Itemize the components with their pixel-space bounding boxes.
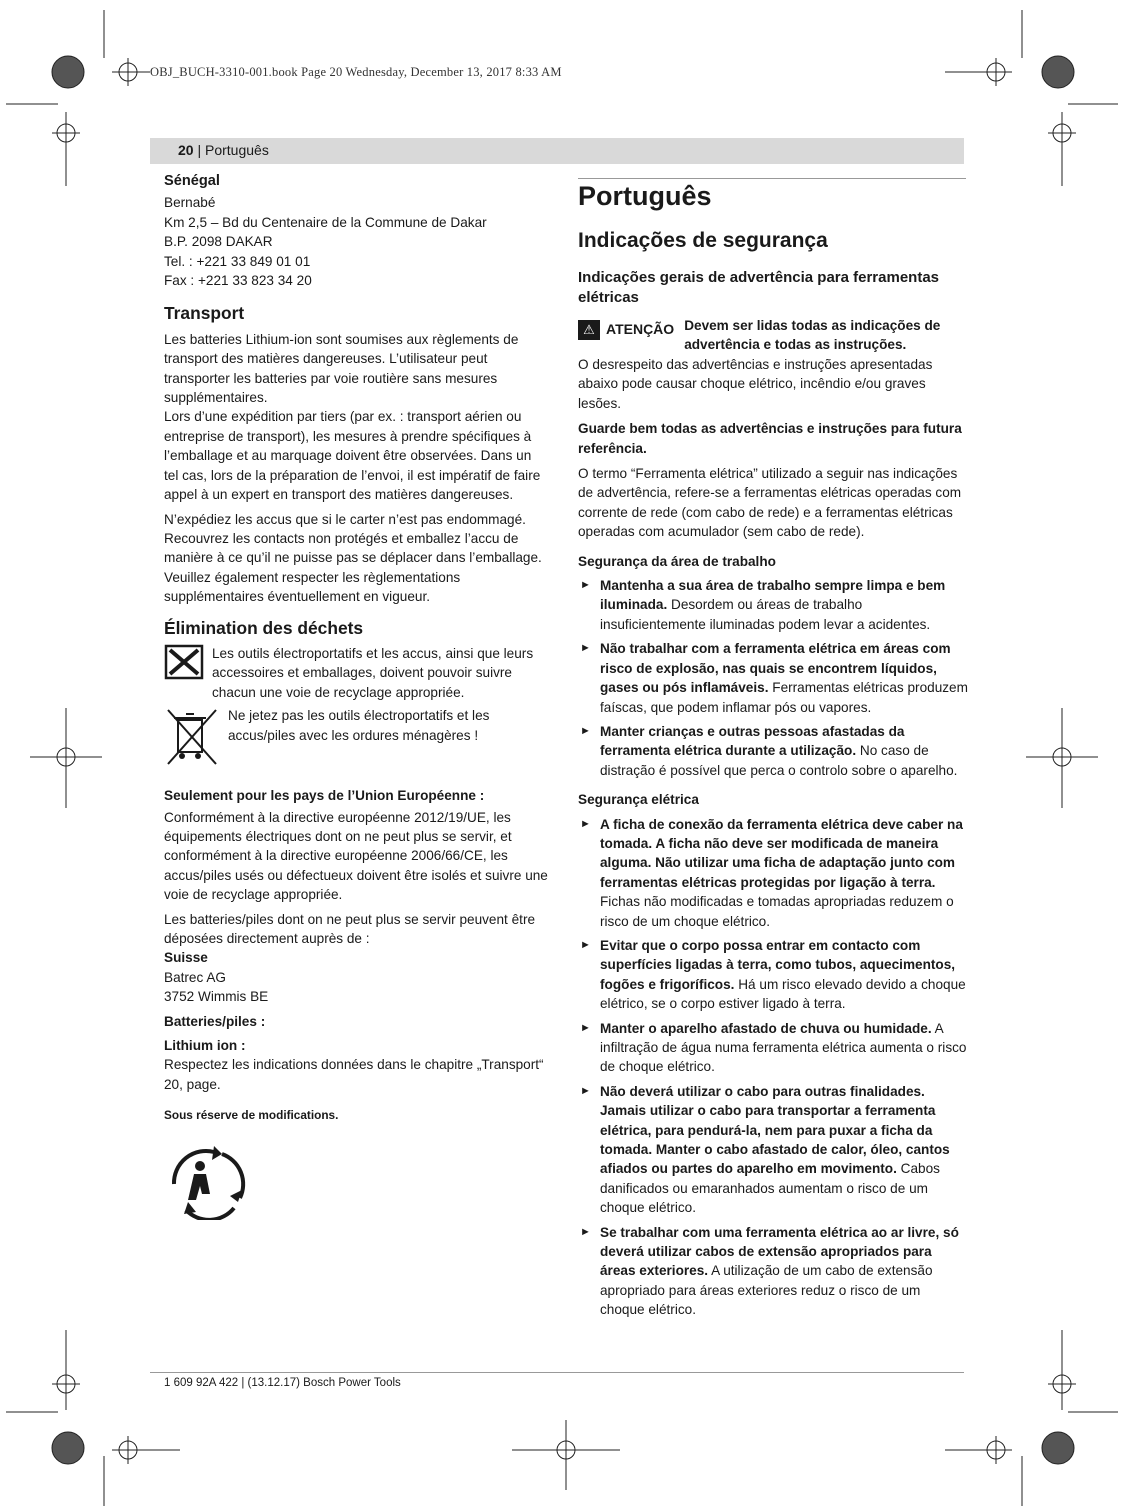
warning-row bbox=[578, 316, 968, 354]
language-title: Português bbox=[578, 181, 712, 211]
transport-paragraph: Les batteries Lithium-ion sont soumises aux règlements de transport des matières dangereuses. L’utilisateur peut transporter les batteries par voie routière sans mesures supplémentaires. bbox=[164, 331, 519, 406]
bullet-arrow-icon: ► bbox=[580, 579, 591, 592]
list-item bbox=[578, 936, 968, 1014]
warning-label: ATENÇÃO bbox=[606, 321, 675, 338]
recycling-row bbox=[164, 644, 549, 702]
warning-text: Devem ser lidas todas as indicações de advertência e todas as instruções. bbox=[684, 318, 941, 352]
address-line: Bernabé bbox=[164, 195, 216, 211]
bullet-bold: Não deverá utilizar o cabo para outras finalidades. Jamais utilizar o cabo para transportar a ferramenta elétrica, para pendurá-la, nem para puxar a ficha da tomada. Manter o cabo afastado de calor, óleo, cantos afiados ou partes do aparelho em movimento. bbox=[600, 1083, 950, 1177]
electric-title: Segurança elétrica bbox=[578, 792, 699, 808]
list-item bbox=[578, 722, 968, 780]
triman-recycling-icon bbox=[164, 1140, 250, 1220]
bullet-bold: Não trabalhar com a ferramenta elétrica em áreas com risco de explosão, nas quais se encontrem líquidos, gases ou pós inflamáveis. bbox=[600, 641, 951, 696]
batteries-title: Batteries/piles : bbox=[164, 1013, 266, 1029]
senegal-address bbox=[164, 193, 549, 290]
bullet-arrow-icon: ► bbox=[580, 817, 591, 830]
bullet-text: Fichas não modificadas e tomadas apropriadas reduzem o risco de um choque elétrico. bbox=[600, 894, 954, 929]
address-line: Tel. : +221 33 849 01 01 bbox=[164, 253, 311, 269]
page-number-label: 20 | Português bbox=[178, 142, 269, 158]
bullet-bold: Manter o aparelho afastado de chuva ou humidade. bbox=[600, 1020, 932, 1036]
list-item bbox=[578, 639, 968, 717]
bullet-arrow-icon: ► bbox=[580, 1021, 591, 1034]
bullet-arrow-icon: ► bbox=[580, 938, 591, 951]
suisse-line: 3752 Wimmis BE bbox=[164, 989, 269, 1005]
bin-row bbox=[164, 706, 549, 768]
bullet-text: No caso de distração é possível que perca o controlo sobre o aparelho. bbox=[600, 743, 958, 778]
transport-paragraph: Lors d’une expédition par tiers (par ex. : transport aérien ou entreprise de transport), les mesures à prendre spécifiques à l’emballage et au marquage doivent être observées. Dans un tel cas, lors de la préparation de l’envoi, il est impératif de faire appel à un expert en transport des matières dangereuses. bbox=[164, 409, 541, 503]
suisse-line: Batrec AG bbox=[164, 969, 226, 985]
right-column bbox=[578, 172, 968, 1325]
list-item bbox=[578, 576, 968, 634]
eu-paragraph: Les batteries/piles dont on ne peut plus se servir peuvent être déposées directement auprès de : bbox=[164, 911, 536, 946]
senegal-title: Sénégal bbox=[164, 173, 220, 189]
bullet-bold: Mantenha a sua área de trabalho sempre limpa e bem iluminada. bbox=[600, 578, 946, 613]
elimination-paragraph: Les outils électroportatifs et les accus, ainsi que leurs accessoires et emballages, doivent pouvoir suivre chacun une voie de recyclage appropriée. bbox=[212, 645, 534, 700]
list-item bbox=[578, 815, 968, 931]
page-header-bar bbox=[150, 138, 964, 164]
bullet-text: A utilização de um cabo de extensão apropriado para áreas exteriores reduz o risco de um choque elétrico. bbox=[600, 1263, 933, 1318]
file-header: OBJ_BUCH-3310-001.book Page 20 Wednesday, December 13, 2017 8:33 AM bbox=[150, 65, 562, 79]
general-warnings-title: Indicações gerais de advertência para ferramentas elétricas bbox=[578, 269, 940, 306]
eu-title: Seulement pour les pays de l’Union Européenne : bbox=[164, 788, 485, 804]
page-footer: 1 609 92A 422 | (13.12.17) Bosch Power Tools bbox=[164, 1377, 401, 1389]
address-line: Fax : +221 33 823 34 20 bbox=[164, 273, 312, 289]
safety-title: Indicações de segurança bbox=[578, 229, 828, 252]
elimination-title: Élimination des déchets bbox=[164, 617, 364, 638]
transport-title: Transport bbox=[164, 303, 245, 324]
reserve-note: Sous réserve de modifications. bbox=[164, 1108, 339, 1123]
definition-paragraph: O termo “Ferramenta elétrica” utilizado a seguir nas indicações de advertência, refere-se a ferramentas elétricas operadas com corrente de rede (com cabo de rede) e a ferramentas elétricas operadas com acumulador (sem cabo de rede). bbox=[578, 466, 962, 540]
crossed-bin-icon bbox=[164, 706, 220, 768]
bullet-text: A infiltração de água numa ferramenta elétrica aumenta o risco de choque elétrico. bbox=[600, 1020, 967, 1075]
intro-paragraph: O desrespeito das advertências e instruções apresentadas abaixo pode causar choque elétrico, incêndio e/ou graves lesões. bbox=[578, 357, 933, 411]
bullet-bold: Se trabalhar com uma ferramenta elétrica ao ar livre, só deverá utilizar cabos de extensão apropriados para áreas exteriores. bbox=[600, 1224, 959, 1279]
list-item bbox=[578, 1223, 968, 1320]
lithium-title: Lithium ion : bbox=[164, 1038, 246, 1054]
list-item bbox=[578, 1082, 968, 1218]
address-line: B.P. 2098 DAKAR bbox=[164, 234, 273, 250]
bullet-bold: Evitar que o corpo possa entrar em contacto com superfícies ligadas à terra, como tubos, aquecimentos, fogões e frigoríficos. bbox=[600, 937, 956, 992]
bullet-text: Há um risco elevado devido a choque elétrico, se o corpo estiver ligado à terra. bbox=[600, 976, 966, 1012]
warning-badge bbox=[578, 320, 674, 340]
page-number: 20 bbox=[178, 142, 194, 158]
transport-paragraph: N’expédiez les accus que si le carter n’est pas endommagé. Recouvrez les contacts non protégés et emballez l’accu de manière à ce qu’il ne puisse pas se déplacer dans l’emballage. Veuillez également respecter les règlementations supplémentaires éventuellement en vigueur. bbox=[164, 511, 542, 605]
suisse-title: Suisse bbox=[164, 950, 208, 966]
eu-paragraph: Conformément à la directive européenne 2012/19/UE, les équipements électriques dont on ne peut plus se servir, et conformément à la directive européenne 2006/66/CE, les accus/piles usés ou défectueux doivent être isolés et suivre une voie de recyclage appropriée. bbox=[164, 809, 548, 903]
bullet-arrow-icon: ► bbox=[580, 724, 591, 737]
elimination-paragraph: Ne jetez pas les outils électroportatifs et les accus/piles avec les ordures ménagères ! bbox=[228, 708, 490, 743]
bullet-arrow-icon: ► bbox=[580, 1225, 591, 1238]
bullet-text: Cabos danificados ou emaranhados aumentam o risco de um choque elétrico. bbox=[600, 1161, 940, 1216]
bullet-text: Ferramentas elétricas produzem faíscas, que podem inflamar pós ou vapores. bbox=[600, 680, 968, 715]
bullet-text: Desordem ou áreas de trabalho insuficientemente iluminadas podem levar a acidentes. bbox=[600, 597, 931, 632]
bullet-bold: A ficha de conexão da ferramenta elétrica deve caber na tomada. A ficha não deve ser modificada de maneira alguma. Não utilizar uma ficha de adaptação junto com ferramentas elétricas protegidas por ligação à terra. bbox=[600, 816, 963, 890]
warning-triangle-icon: ⚠ bbox=[578, 320, 600, 340]
footer-rule bbox=[150, 1372, 964, 1373]
left-column bbox=[164, 172, 549, 1225]
address-line: Km 2,5 – Bd du Centenaire de la Commune de Dakar bbox=[164, 214, 487, 230]
list-item bbox=[578, 1019, 968, 1077]
recycle-packaging-icon bbox=[164, 644, 204, 680]
keep-warnings-paragraph: Guarde bem todas as advertências e instruções para futura referência. bbox=[578, 421, 962, 456]
bullet-arrow-icon: ► bbox=[580, 642, 591, 655]
page-language: Português bbox=[205, 142, 269, 158]
bullet-bold: Manter crianças e outras pessoas afastadas da ferramenta elétrica durante a utilização. bbox=[600, 723, 905, 759]
bullet-arrow-icon: ► bbox=[580, 1084, 591, 1097]
lithium-paragraph: Respectez les indications données dans le chapitre „Transport“ 20, page. bbox=[164, 1057, 544, 1092]
work-area-title: Segurança da área de trabalho bbox=[578, 553, 776, 569]
